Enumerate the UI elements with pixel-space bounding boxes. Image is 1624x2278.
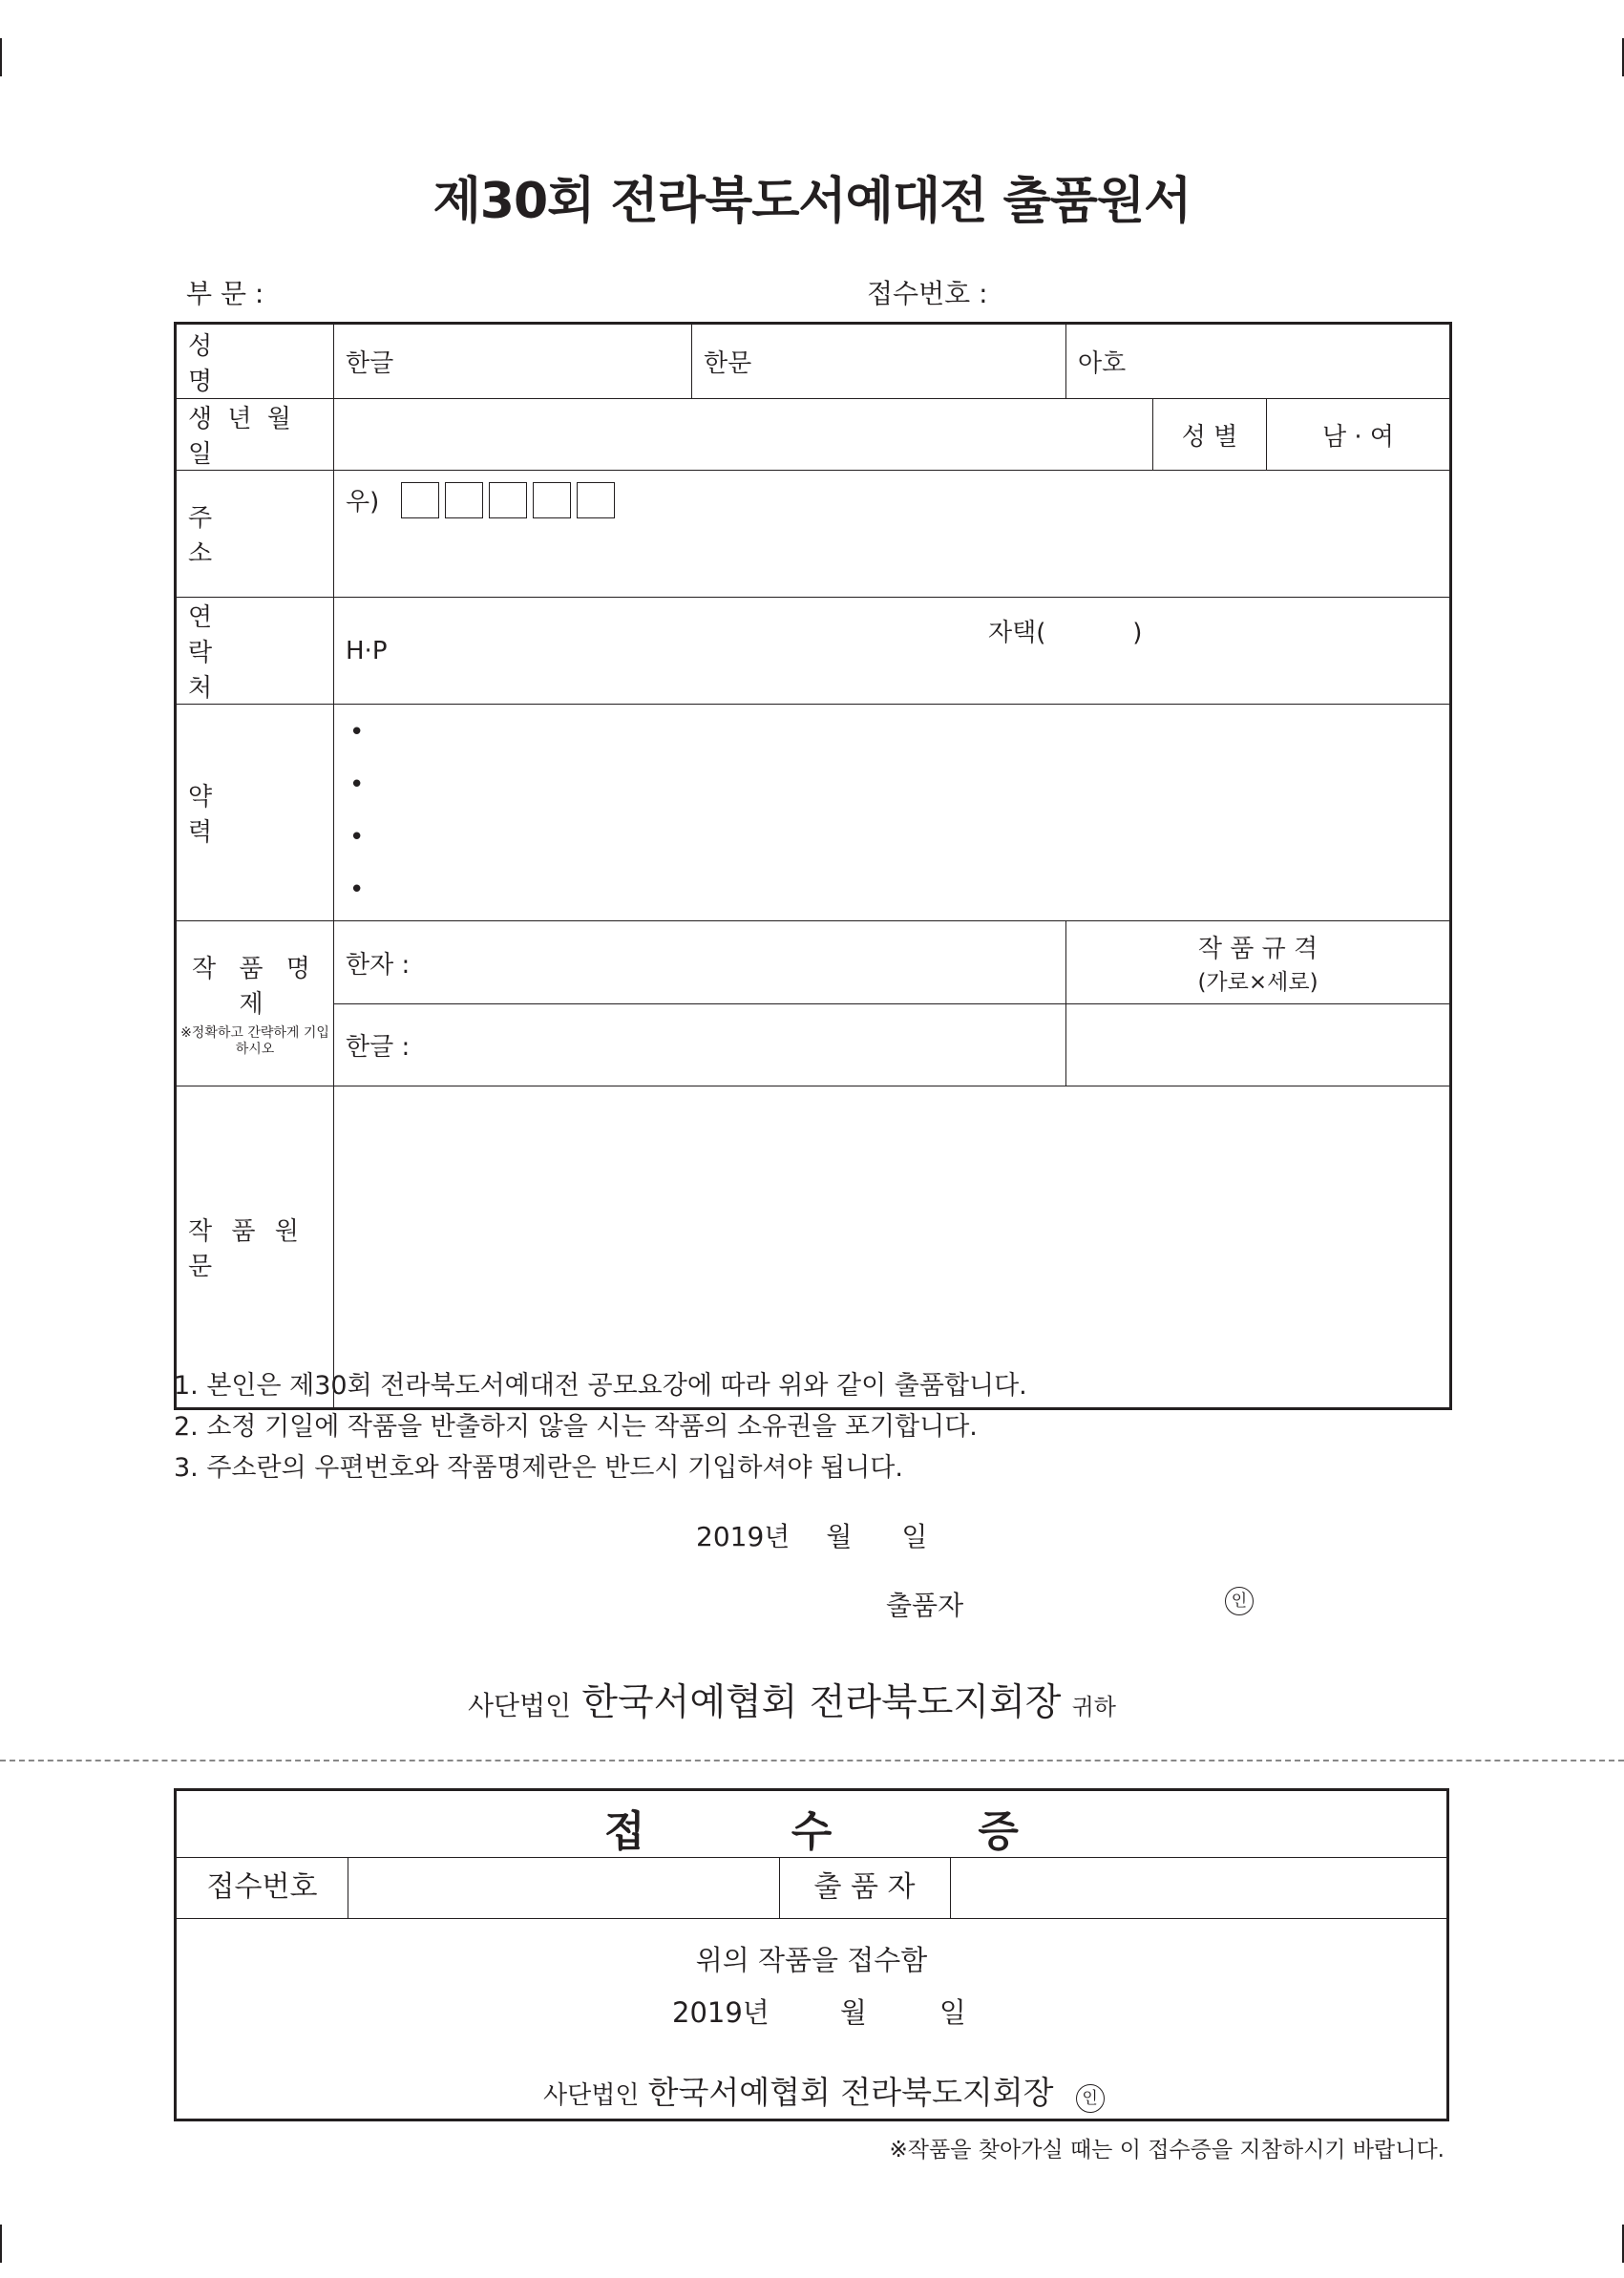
receipt-org: 사단법인 한국서예협회 전라북도지회장 인 xyxy=(543,2068,1105,2113)
career-bullet: • xyxy=(349,770,365,799)
title-label-cell xyxy=(176,921,334,1086)
note-1: 1. 본인은 제30회 전라북도서예대전 공모요강에 따라 위와 같이 출품합니다. xyxy=(174,1371,1027,1401)
original-text-field[interactable] xyxy=(334,1086,1451,1409)
name-hanja-field[interactable]: 한문 xyxy=(692,324,1066,399)
contact-label: 연 락 처 xyxy=(176,598,334,705)
title-hangul-field[interactable]: 한글 : xyxy=(334,1004,1066,1086)
name-label: 성 명 xyxy=(176,324,334,399)
mobile-label: H·P xyxy=(346,636,388,665)
title-note: ※정확하고 간략하게 기입하시오 xyxy=(180,1025,329,1057)
receipt-no-field[interactable] xyxy=(348,1857,780,1918)
receipt-date: 2019년 월 일 xyxy=(672,1996,966,2029)
crop-mark xyxy=(0,2225,2,2263)
receipt-title: 접 수 증 xyxy=(604,1807,1019,1856)
page-title: 제30회 전라북도서예대전 출품원서 xyxy=(432,173,1192,230)
receipt-footnote: ※작품을 찾아가실 때는 이 접수증을 지참하시기 바랍니다. xyxy=(889,2138,1445,2162)
receipt-confirm-text: 위의 작품을 접수함 xyxy=(695,1944,928,1976)
application-form xyxy=(174,322,1452,1410)
name-hangul-field[interactable]: 한글 xyxy=(334,324,692,399)
contact-field[interactable] xyxy=(334,598,1451,705)
address-field[interactable] xyxy=(334,471,1451,598)
receipt-applicant-field[interactable] xyxy=(950,1857,1446,1918)
receipt-applicant-label-cell: 출 품 자 xyxy=(779,1857,951,1918)
gender-field[interactable]: 남 · 여 xyxy=(1267,399,1451,471)
career-label: 약 력 xyxy=(176,705,334,921)
cut-line xyxy=(0,1760,1624,1761)
receipt-no-label-cell: 접수번호 xyxy=(177,1857,348,1918)
seal-mark: 인 xyxy=(1225,1587,1254,1615)
applicant-label: 출품자 xyxy=(886,1590,964,1621)
title-label: 작 품 명 제 xyxy=(192,955,318,1019)
birth-label: 생 년 월 일 xyxy=(176,399,334,471)
receipt-divider xyxy=(177,1918,1446,1919)
title-hanja-field[interactable]: 한자 : xyxy=(334,921,1066,1004)
size-field[interactable] xyxy=(1066,1004,1451,1086)
addressee: 사단법인 한국서예협회 전라북도지회장 귀하 xyxy=(468,1681,1116,1724)
home-phone-label: 자택( ) xyxy=(988,619,1143,647)
birth-field[interactable] xyxy=(334,399,1153,471)
pen-name-field[interactable]: 아호 xyxy=(1066,324,1451,399)
note-3: 3. 주소란의 우편번호와 작품명제란은 반드시 기입하셔야 됩니다. xyxy=(174,1453,903,1483)
size-label-cell xyxy=(1066,921,1451,1004)
career-bullet: • xyxy=(349,823,365,852)
receipt-no-label: 접수번호 : xyxy=(867,278,988,309)
original-label: 작 품 원 문 xyxy=(176,1086,334,1409)
postal-prefix: 우) xyxy=(346,488,380,517)
receipt-slip xyxy=(174,1788,1449,2121)
career-bullet: • xyxy=(349,718,365,747)
crop-mark xyxy=(0,38,2,76)
division-label: 부 문 : xyxy=(186,278,264,309)
size-label: 작 품 규 격 xyxy=(1197,935,1318,963)
receipt-seal-mark: 인 xyxy=(1076,2084,1105,2113)
note-2: 2. 소정 기일에 작품을 반출하지 않을 시는 작품의 소유권을 포기합니다. xyxy=(174,1412,978,1442)
application-date: 2019년 월 일 xyxy=(696,1521,928,1552)
gender-label: 성 별 xyxy=(1153,399,1267,471)
size-sublabel: (가로×세로) xyxy=(1197,970,1318,995)
postal-code-boxes[interactable] xyxy=(401,482,615,518)
career-bullet: • xyxy=(349,875,365,904)
career-field[interactable] xyxy=(334,705,1451,921)
address-label: 주 소 xyxy=(176,471,334,598)
